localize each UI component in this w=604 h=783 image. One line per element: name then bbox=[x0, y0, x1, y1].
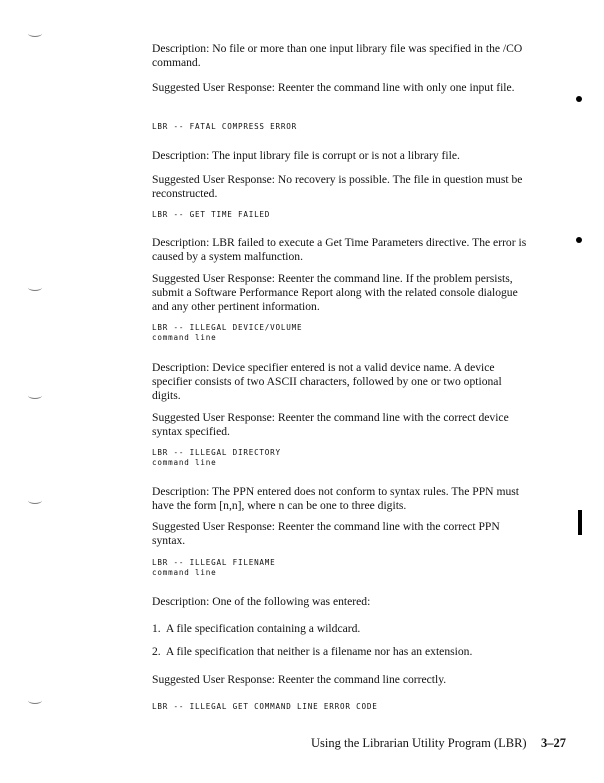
description: Description: One of the following was entered: bbox=[152, 595, 371, 608]
error-code: LBR -- ILLEGAL GET COMMAND LINE ERROR CODE bbox=[152, 702, 378, 711]
footer-title: Using the Librarian Utility Program (LBR) bbox=[311, 736, 527, 750]
error-code: LBR -- ILLEGAL DIRECTORY bbox=[152, 448, 281, 457]
binding-mark bbox=[28, 284, 42, 291]
suggested-response: Suggested User Response: Reenter the command line. If the problem persists, submit a Software Performance Report along with the related console dialogue and any other pertinent information. bbox=[152, 272, 518, 313]
list-item: 1. A file specification containing a wildcard. bbox=[152, 622, 361, 635]
change-bullet bbox=[576, 96, 582, 102]
suggested-response: Suggested User Response: Reenter the command line with only one input file. bbox=[152, 81, 515, 94]
error-code: LBR -- GET TIME FAILED bbox=[152, 210, 271, 219]
list-item: 2. A file specification that neither is a filename nor has an extension. bbox=[152, 645, 473, 658]
binding-mark bbox=[28, 497, 42, 504]
binding-mark bbox=[28, 392, 42, 399]
description: Description: No file or more than one input library file was specified in the /CO command. bbox=[152, 42, 523, 69]
suggested-response: Suggested User Response: Reenter the command line with the correct device syntax specified. bbox=[152, 411, 509, 438]
error-code: LBR -- FATAL COMPRESS ERROR bbox=[152, 122, 298, 131]
error-code: LBR -- ILLEGAL FILENAME bbox=[152, 558, 276, 567]
suggested-response: Suggested User Response: Reenter the command line with the correct PPN syntax. bbox=[152, 520, 500, 547]
suggested-response: Suggested User Response: Reenter the command line correctly. bbox=[152, 673, 447, 686]
description: Description: Device specifier entered is not a valid device name. A device specifier consists of two ASCII characters, followed by one or two optional digits. bbox=[152, 361, 502, 402]
description: Description: The input library file is corrupt or is not a library file. bbox=[152, 149, 460, 162]
change-bar bbox=[578, 510, 582, 535]
change-bullet bbox=[576, 237, 582, 243]
suggested-response: Suggested User Response: No recovery is possible. The file in question must be reconstructed. bbox=[152, 173, 523, 200]
page-number: 3–27 bbox=[541, 736, 566, 750]
binding-mark bbox=[28, 697, 42, 704]
error-code-sub: command line bbox=[152, 568, 217, 577]
error-code-sub: command line bbox=[152, 458, 217, 467]
description: Description: LBR failed to execute a Get Time Parameters directive. The error is caused by a system malfunction. bbox=[152, 236, 527, 263]
error-code: LBR -- ILLEGAL DEVICE/VOLUME bbox=[152, 323, 303, 332]
binding-mark bbox=[28, 30, 42, 37]
description: Description: The PPN entered does not conform to syntax rules. The PPN must have the form [n,n], where n can be one to three digits. bbox=[152, 485, 519, 512]
error-code-sub: command line bbox=[152, 333, 217, 342]
